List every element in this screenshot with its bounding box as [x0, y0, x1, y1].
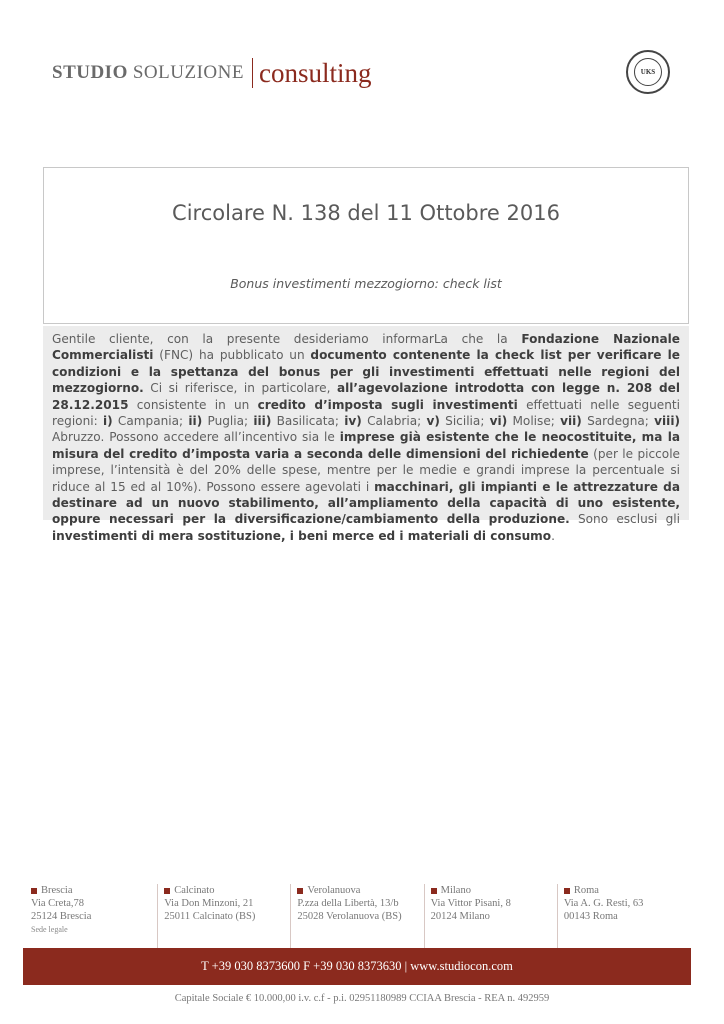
office-address: Via Creta,78 [31, 898, 85, 909]
logo-divider [252, 58, 253, 88]
office-postal: 25028 Verolanuova (BS) [297, 911, 402, 922]
body-segment: consistente in un [128, 397, 258, 412]
office-address: Via A. G. Resti, 63 [563, 898, 644, 909]
office-city-label: Verolanuova [307, 885, 361, 896]
office-city [431, 884, 557, 897]
square-bullet-icon [297, 888, 303, 894]
body-bold-segment: credito d’imposta sugli investimenti [257, 397, 518, 412]
body-segment: Sardegna; [581, 414, 655, 429]
body-segment: Campania; [112, 414, 189, 429]
body-segment: effettuati nelle seguenti regioni: [52, 397, 681, 429]
office-city-label: Roma [573, 885, 599, 896]
body-bold-segment: investimenti di mera sostituzione, i beni merce ed i materiali di consumo [52, 528, 552, 543]
office-city-label: Brescia [41, 885, 73, 896]
office-2 [290, 884, 423, 948]
body-bold-segment: all’agevolazione introdotta con legge n. 208 del 28.12.2015 [52, 381, 680, 412]
certification-seal-icon [626, 50, 670, 94]
body-bold-segment: iii) [253, 414, 272, 429]
office-city [164, 884, 290, 897]
body-segment: Gentile cliente, con la presente desideriamo informarLa che la [52, 332, 522, 346]
logo-consulting-text: consulting [258, 57, 372, 88]
body-segment: . [551, 528, 555, 543]
office-3 [424, 884, 557, 948]
contact-info: T +39 030 8373600 F +39 030 8373630 | www.studiocon.com [201, 959, 513, 973]
body-bold-segment: viii) [654, 414, 680, 429]
body-segment: Calabria; [361, 414, 427, 429]
office-city-label: Calcinato [174, 885, 215, 896]
circular-title-box [43, 167, 689, 324]
office-4 [557, 884, 690, 948]
body-bold-segment: iv) [344, 414, 362, 429]
office-city [31, 884, 157, 897]
office-postal: 25011 Calcinato (BS) [164, 911, 256, 922]
office-city-label: Milano [440, 885, 471, 896]
office-note: Sede legale [31, 925, 68, 934]
office-postal: 25124 Brescia [31, 911, 92, 922]
body-bold-segment: imprese già esistente che le neocostituite, ma la misura del credito d’imposta varia a seconda delle dimensioni del richiedente [52, 430, 681, 461]
office-city [564, 884, 690, 897]
body-segment: Basilicata; [271, 414, 345, 429]
logo-soluzione-text: SOLUZIONE [132, 62, 244, 83]
circular-subtitle: Bonus investimenti mezzogiorno: check list [230, 276, 502, 291]
logo-studio-text: STUDIO [52, 62, 128, 83]
body-bold-segment: i) [102, 414, 113, 429]
office-address: Via Don Minzoni, 21 [164, 898, 254, 909]
body-segment: Abruzzo. Possono accedere all’incentivo sia le [52, 430, 340, 445]
square-bullet-icon [431, 888, 437, 894]
body-bold-segment: vii) [560, 414, 582, 429]
circular-body-text [52, 331, 680, 544]
office-address: Via Vittor Pisani, 8 [430, 898, 511, 909]
body-bold-segment: ii) [188, 414, 203, 429]
company-logo [52, 55, 371, 91]
body-bold-segment: macchinari, gli impianti e le attrezzature da destinare ad un nuovo stabilimento, all’ampliamento della capacità di uno esistente, oppure necessari per la diversificazione/cambiamento della produzione. [52, 479, 680, 527]
square-bullet-icon [564, 888, 570, 894]
contact-bar [23, 948, 691, 985]
office-city [297, 884, 423, 897]
body-segment: (FNC) ha pubblicato un [153, 348, 311, 363]
body-segment: Puglia; [202, 414, 254, 429]
square-bullet-icon [31, 888, 37, 894]
company-legal-info: Capitale Sociale € 10.000,00 i.v. c.f - p.i. 02951180989 CCIAA Brescia - REA n. 492959 [174, 993, 550, 1004]
body-bold-segment: v) [426, 414, 440, 429]
circular-title: Circolare N. 138 del 11 Ottobre 2016 [172, 201, 560, 225]
body-bold-segment: documento contenente la check list per verificare le condizioni e la spettanza del bonus per gli investimenti effettuati nelle regioni del mezzogiorno. [52, 348, 680, 396]
office-postal: 20124 Milano [430, 911, 490, 922]
office-address: P.zza della Libertà, 13/b [297, 898, 399, 909]
seal-label: UKS [640, 68, 656, 76]
body-segment: Ci si riferisce, in particolare, [143, 381, 337, 396]
circular-body-box [43, 326, 689, 543]
body-segment: Molise; [507, 414, 561, 429]
office-0 [25, 884, 157, 948]
body-segment: Sicilia; [439, 414, 490, 429]
office-postal: 00143 Roma [563, 911, 618, 922]
body-bold-segment: vi) [489, 414, 508, 429]
body-segment: (per le piccole imprese, l’intensità è del 20% delle spese, mentre per le medie e grandi imprese la percentuale si riduce al 15 ed al 10%). Possono essere agevolati i [52, 446, 680, 494]
square-bullet-icon [164, 888, 170, 894]
office-1 [157, 884, 290, 948]
office-list [25, 884, 690, 948]
body-bold-segment: Fondazione Nazionale Commercialisti [52, 332, 680, 363]
body-segment: Sono esclusi gli [569, 512, 680, 527]
